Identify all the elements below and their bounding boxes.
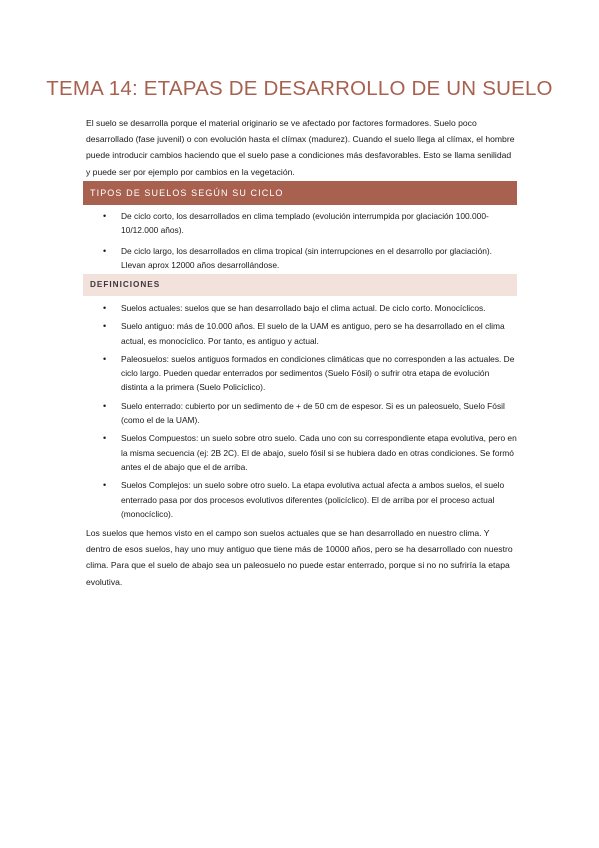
tipos-list (0, 209, 517, 278)
list-item (0, 399, 517, 428)
list-item (0, 244, 517, 273)
list-item (0, 301, 517, 315)
bullet-icon: • (103, 480, 107, 491)
page-title: TEMA 14: ETAPAS DE DESARROLLO DE UN SUELO (46, 77, 553, 100)
list-item-text: Suelo enterrado: cubierto por un sedimento de + de 50 cm de espesor. Si es un paleosuelo, Suelo Fósil (como el de la UAM). (121, 400, 505, 426)
list-item (0, 478, 517, 521)
list-item (0, 431, 517, 474)
section-heading-definiciones: DEFINICIONES (83, 274, 517, 296)
list-item-text: Suelos actuales: suelos que se han desarrollado bajo el clima actual. De ciclo corto. Monocíclicos. (121, 303, 486, 313)
bullet-icon: • (103, 400, 107, 411)
list-item-text: Paleosuelos: suelos antiguos formados en condiciones climáticas que no corresponden a las actuales. De ciclo largo. Pueden quedar enterrados por sedimentos (Suelo Fósil) o sufrir otra etapa de evolución distinta a la primera (Suelo Policíclico). (121, 353, 515, 393)
list-item-text: Suelos Compuestos: un suelo sobre otro suelo. Cada uno con su correspondiente etapa evolutiva, pero en la misma secuencia (ej: 2B 2C). El de abajo, suelo fósil si se hubiera dado en otras condiciones. Se formó antes el de abajo que el de arriba. (121, 433, 517, 472)
intro-paragraph: El suelo se desarrolla porque el material originario se ve afectado por factores formadores. Suelo poco desarrollado (fase juvenil) o con evolución hasta el clímax (madurez). Cuando el suelo llega al clímax, el hombre puede introducir cambios haciendo que el suelo pase a condiciones más desfavorables. Esto se llama senilidad y puede ser por ejemplo por cambios en la vegetación. (86, 118, 515, 177)
closing-paragraph: Los suelos que hemos visto en el campo son suelos actuales que se han desarrollado en nuestro clima. Y dentro de esos suelos, hay uno muy antiguo que tiene más de 10000 años, pero se ha desarrollado con nuestro clima. Para que el suelo de abajo sea un paleosuelo no puede estar enterrado, porque si no no sufriría la etapa evolutiva. (86, 528, 513, 587)
bullet-icon: • (103, 321, 107, 332)
list-item-text: Suelos Complejos: un suelo sobre otro suelo. La etapa evolutiva actual afecta a ambos suelos, el suelo enterrado pasa por dos procesos evolutivos diferentes (policíclico). El de arriba por el proceso actual (monocíclico). (121, 480, 505, 519)
bullet-icon: • (103, 353, 107, 364)
list-item-text: De ciclo largo, los desarrollados en clima tropical (sin interrupciones en el desarrollo por glaciación). Llevan aprox 12000 años desarrollándose. (121, 245, 493, 270)
bullet-icon: • (103, 211, 107, 221)
bullet-icon: • (103, 245, 107, 256)
section-heading-tipos: TIPOS DE SUELOS SEGÚN SU CICLO (83, 181, 517, 205)
bullet-icon: • (103, 433, 107, 444)
definiciones-list (0, 301, 517, 525)
list-item-text: De ciclo corto, los desarrollados en clima templado (evolución interrumpida por glaciación 100.000-10/12.000 años). (121, 211, 489, 236)
list-item (0, 209, 517, 238)
list-item-text: Suelo antiguo: más de 10.000 años. El suelo de la UAM es antiguo, pero se ha desarrollado en el clima actual, es monocíclico. Por tanto, es antiguo y actual. (121, 321, 505, 346)
list-item (0, 352, 517, 395)
bullet-icon: • (103, 303, 107, 313)
list-item (0, 319, 517, 348)
